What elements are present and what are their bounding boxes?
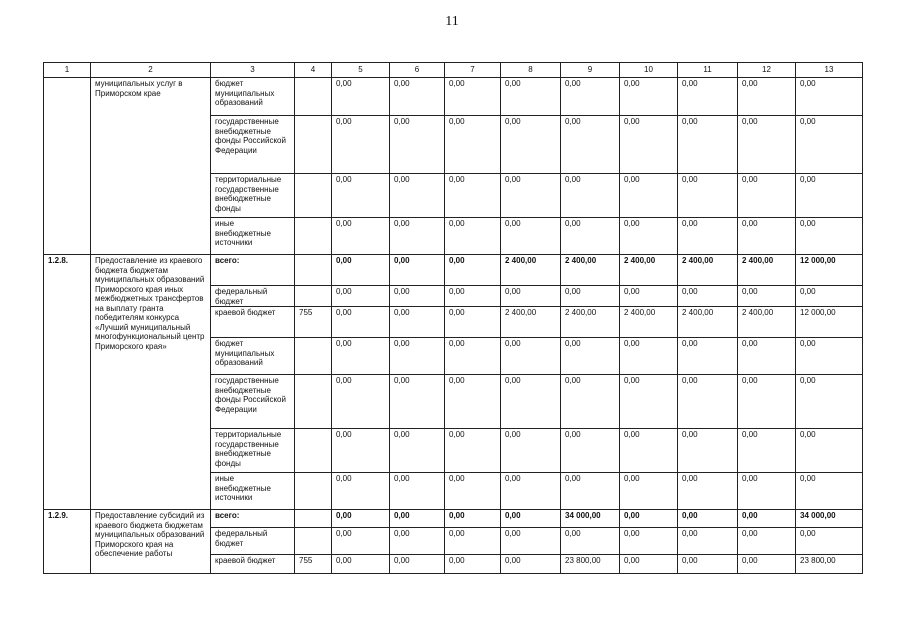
amount-col-13: 0,00 xyxy=(796,375,863,429)
amount-col-5: 0,00 xyxy=(332,218,390,255)
amount-col-13: 34 000,00 xyxy=(796,510,863,528)
amount-col-9: 0,00 xyxy=(561,375,620,429)
amount-col-5: 0,00 xyxy=(332,375,390,429)
amount-col-5: 0,00 xyxy=(332,116,390,174)
funding-source: всего: xyxy=(211,510,295,528)
amount-col-12: 2 400,00 xyxy=(738,255,796,286)
budget-code: 755 xyxy=(295,555,332,574)
amount-col-12: 0,00 xyxy=(738,510,796,528)
amount-col-12: 0,00 xyxy=(738,555,796,574)
amount-col-12: 0,00 xyxy=(738,78,796,116)
amount-col-5: 0,00 xyxy=(332,473,390,510)
amount-col-9: 0,00 xyxy=(561,218,620,255)
amount-col-8: 0,00 xyxy=(501,510,561,528)
amount-col-12: 0,00 xyxy=(738,286,796,307)
amount-col-11: 0,00 xyxy=(678,78,738,116)
amount-col-9: 0,00 xyxy=(561,286,620,307)
amount-col-11: 0,00 xyxy=(678,375,738,429)
item-name: Предоставление из краевого бюджета бюджетам муниципальных образований Приморского края иных межбюджетных трансфертов на выплату гранта победителям конкурса «Лучший муниципальный многофункциональный центр Приморского края» xyxy=(91,255,211,510)
budget-code xyxy=(295,429,332,473)
amount-col-8: 0,00 xyxy=(501,78,561,116)
amount-col-10: 0,00 xyxy=(620,286,678,307)
amount-col-13: 0,00 xyxy=(796,116,863,174)
amount-col-10: 0,00 xyxy=(620,510,678,528)
amount-col-13: 0,00 xyxy=(796,78,863,116)
amount-col-5: 0,00 xyxy=(332,429,390,473)
amount-col-5: 0,00 xyxy=(332,78,390,116)
amount-col-11: 0,00 xyxy=(678,286,738,307)
amount-col-6: 0,00 xyxy=(390,174,445,218)
amount-col-6: 0,00 xyxy=(390,286,445,307)
page-number: 11 xyxy=(445,14,459,29)
budget-code xyxy=(295,473,332,510)
amount-col-13: 12 000,00 xyxy=(796,255,863,286)
amount-col-11: 0,00 xyxy=(678,473,738,510)
amount-col-7: 0,00 xyxy=(445,286,501,307)
amount-col-5: 0,00 xyxy=(332,510,390,528)
amount-col-6: 0,00 xyxy=(390,375,445,429)
amount-col-10: 2 400,00 xyxy=(620,255,678,286)
amount-col-10: 0,00 xyxy=(620,78,678,116)
funding-source: иные внебюджетные источники xyxy=(211,473,295,510)
table-row xyxy=(44,78,863,116)
budget-code xyxy=(295,218,332,255)
item-code: 1.2.9. xyxy=(44,510,91,574)
item-code: 1.2.8. xyxy=(44,255,91,510)
amount-col-13: 0,00 xyxy=(796,528,863,555)
amount-col-10: 0,00 xyxy=(620,116,678,174)
amount-col-12: 0,00 xyxy=(738,375,796,429)
funding-source: бюджет муниципальных образований xyxy=(211,78,295,116)
column-header-12: 12 xyxy=(738,63,796,78)
item-code xyxy=(44,78,91,255)
amount-col-12: 0,00 xyxy=(738,429,796,473)
amount-col-11: 0,00 xyxy=(678,528,738,555)
column-header-6: 6 xyxy=(390,63,445,78)
amount-col-13: 0,00 xyxy=(796,429,863,473)
amount-col-11: 0,00 xyxy=(678,510,738,528)
amount-col-7: 0,00 xyxy=(445,255,501,286)
amount-col-11: 0,00 xyxy=(678,429,738,473)
amount-col-7: 0,00 xyxy=(445,473,501,510)
amount-col-8: 0,00 xyxy=(501,528,561,555)
amount-col-10: 0,00 xyxy=(620,338,678,375)
amount-col-7: 0,00 xyxy=(445,338,501,375)
budget-code: 755 xyxy=(295,307,332,338)
amount-col-11: 0,00 xyxy=(678,218,738,255)
amount-col-9: 0,00 xyxy=(561,116,620,174)
amount-col-7: 0,00 xyxy=(445,174,501,218)
budget-code xyxy=(295,338,332,375)
amount-col-9: 0,00 xyxy=(561,528,620,555)
column-header-2: 2 xyxy=(91,63,211,78)
amount-col-10: 0,00 xyxy=(620,429,678,473)
funding-source: территориальные государственные внебюджетные фонды xyxy=(211,174,295,218)
amount-col-6: 0,00 xyxy=(390,78,445,116)
amount-col-13: 0,00 xyxy=(796,218,863,255)
amount-col-12: 0,00 xyxy=(738,473,796,510)
amount-col-7: 0,00 xyxy=(445,555,501,574)
amount-col-8: 0,00 xyxy=(501,555,561,574)
column-header-8: 8 xyxy=(501,63,561,78)
amount-col-6: 0,00 xyxy=(390,510,445,528)
amount-col-11: 2 400,00 xyxy=(678,255,738,286)
amount-col-9: 0,00 xyxy=(561,338,620,375)
amount-col-12: 0,00 xyxy=(738,218,796,255)
amount-col-5: 0,00 xyxy=(332,174,390,218)
amount-col-9: 23 800,00 xyxy=(561,555,620,574)
amount-col-10: 2 400,00 xyxy=(620,307,678,338)
amount-col-10: 0,00 xyxy=(620,555,678,574)
amount-col-6: 0,00 xyxy=(390,528,445,555)
amount-col-9: 0,00 xyxy=(561,78,620,116)
amount-col-11: 0,00 xyxy=(678,116,738,174)
column-header-7: 7 xyxy=(445,63,501,78)
amount-col-12: 0,00 xyxy=(738,338,796,375)
amount-col-12: 0,00 xyxy=(738,528,796,555)
funding-source: федеральный бюджет xyxy=(211,286,295,307)
amount-col-9: 2 400,00 xyxy=(561,255,620,286)
amount-col-7: 0,00 xyxy=(445,510,501,528)
funding-source: территориальные государственные внебюджетные фонды xyxy=(211,429,295,473)
column-header-1: 1 xyxy=(44,63,91,78)
amount-col-10: 0,00 xyxy=(620,218,678,255)
item-name: муниципальных услуг в Приморском крае xyxy=(91,78,211,255)
funding-source: краевой бюджет xyxy=(211,307,295,338)
funding-source: федеральный бюджет xyxy=(211,528,295,555)
budget-code xyxy=(295,78,332,116)
amount-col-10: 0,00 xyxy=(620,375,678,429)
budget-table xyxy=(43,62,863,574)
funding-source: бюджет муниципальных образований xyxy=(211,338,295,375)
column-header-4: 4 xyxy=(295,63,332,78)
funding-source: иные внебюджетные источники xyxy=(211,218,295,255)
amount-col-6: 0,00 xyxy=(390,255,445,286)
amount-col-8: 2 400,00 xyxy=(501,255,561,286)
amount-col-7: 0,00 xyxy=(445,116,501,174)
amount-col-13: 0,00 xyxy=(796,174,863,218)
amount-col-7: 0,00 xyxy=(445,375,501,429)
budget-code xyxy=(295,510,332,528)
amount-col-12: 2 400,00 xyxy=(738,307,796,338)
amount-col-11: 0,00 xyxy=(678,174,738,218)
amount-col-8: 0,00 xyxy=(501,375,561,429)
budget-code xyxy=(295,255,332,286)
amount-col-6: 0,00 xyxy=(390,338,445,375)
amount-col-6: 0,00 xyxy=(390,429,445,473)
header-row xyxy=(44,63,863,78)
amount-col-5: 0,00 xyxy=(332,286,390,307)
amount-col-10: 0,00 xyxy=(620,528,678,555)
amount-col-8: 0,00 xyxy=(501,116,561,174)
amount-col-6: 0,00 xyxy=(390,473,445,510)
amount-col-8: 0,00 xyxy=(501,174,561,218)
amount-col-8: 0,00 xyxy=(501,286,561,307)
amount-col-8: 2 400,00 xyxy=(501,307,561,338)
amount-col-11: 0,00 xyxy=(678,338,738,375)
funding-source: краевой бюджет xyxy=(211,555,295,574)
budget-code xyxy=(295,528,332,555)
amount-col-5: 0,00 xyxy=(332,255,390,286)
amount-col-11: 0,00 xyxy=(678,555,738,574)
amount-col-6: 0,00 xyxy=(390,555,445,574)
amount-col-13: 12 000,00 xyxy=(796,307,863,338)
budget-code xyxy=(295,375,332,429)
funding-source: государственные внебюджетные фонды Российской Федерации xyxy=(211,116,295,174)
amount-col-7: 0,00 xyxy=(445,307,501,338)
amount-col-6: 0,00 xyxy=(390,218,445,255)
amount-col-7: 0,00 xyxy=(445,528,501,555)
amount-col-8: 0,00 xyxy=(501,429,561,473)
amount-col-5: 0,00 xyxy=(332,338,390,375)
amount-col-13: 0,00 xyxy=(796,338,863,375)
item-name: Предоставление субсидий из краевого бюджета бюджетам муниципальных образований Приморского края на обеспечение работы xyxy=(91,510,211,574)
table-row xyxy=(44,510,863,528)
amount-col-12: 0,00 xyxy=(738,116,796,174)
amount-col-10: 0,00 xyxy=(620,174,678,218)
amount-col-5: 0,00 xyxy=(332,528,390,555)
amount-col-5: 0,00 xyxy=(332,555,390,574)
amount-col-10: 0,00 xyxy=(620,473,678,510)
amount-col-8: 0,00 xyxy=(501,473,561,510)
amount-col-9: 2 400,00 xyxy=(561,307,620,338)
amount-col-13: 0,00 xyxy=(796,473,863,510)
column-header-3: 3 xyxy=(211,63,295,78)
column-header-10: 10 xyxy=(620,63,678,78)
amount-col-5: 0,00 xyxy=(332,307,390,338)
column-header-5: 5 xyxy=(332,63,390,78)
amount-col-7: 0,00 xyxy=(445,429,501,473)
amount-col-13: 23 800,00 xyxy=(796,555,863,574)
amount-col-9: 0,00 xyxy=(561,429,620,473)
amount-col-8: 0,00 xyxy=(501,218,561,255)
amount-col-7: 0,00 xyxy=(445,218,501,255)
funding-source: государственные внебюджетные фонды Российской Федерации xyxy=(211,375,295,429)
budget-code xyxy=(295,286,332,307)
amount-col-7: 0,00 xyxy=(445,78,501,116)
amount-col-9: 34 000,00 xyxy=(561,510,620,528)
amount-col-11: 2 400,00 xyxy=(678,307,738,338)
funding-source: всего: xyxy=(211,255,295,286)
amount-col-9: 0,00 xyxy=(561,174,620,218)
amount-col-6: 0,00 xyxy=(390,307,445,338)
amount-col-6: 0,00 xyxy=(390,116,445,174)
budget-code xyxy=(295,174,332,218)
column-header-13: 13 xyxy=(796,63,863,78)
column-header-11: 11 xyxy=(678,63,738,78)
amount-col-9: 0,00 xyxy=(561,473,620,510)
budget-code xyxy=(295,116,332,174)
amount-col-13: 0,00 xyxy=(796,286,863,307)
amount-col-8: 0,00 xyxy=(501,338,561,375)
amount-col-12: 0,00 xyxy=(738,174,796,218)
column-header-9: 9 xyxy=(561,63,620,78)
table-row xyxy=(44,255,863,286)
